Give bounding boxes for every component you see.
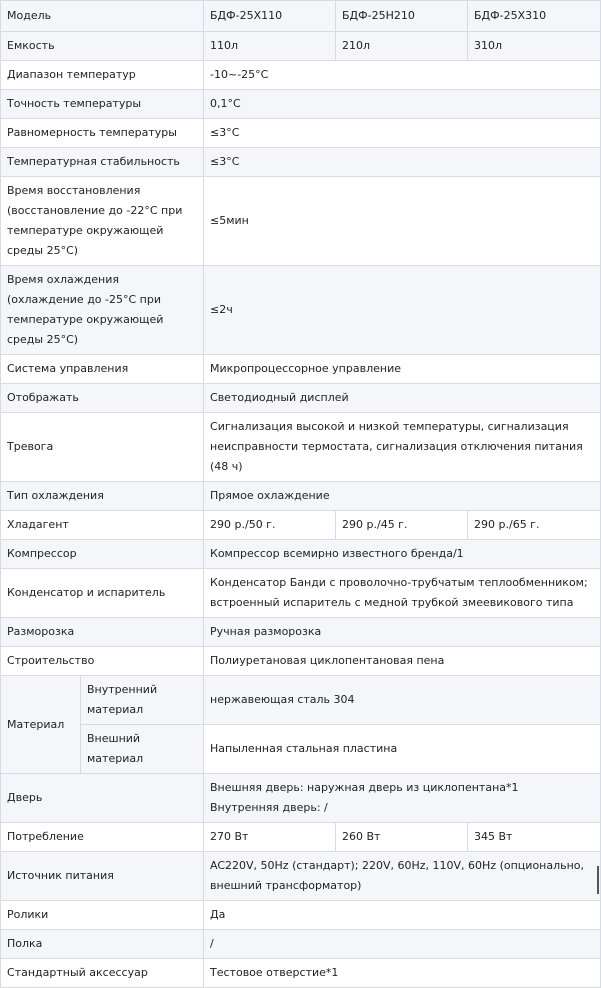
value-accessory: Тестовое отверстие*1 — [204, 959, 601, 988]
value-door-inner: Внутренняя дверь: / — [210, 801, 328, 814]
value-model-1: БДФ-25X110 — [204, 1, 336, 32]
row-casters — [1, 901, 601, 930]
label-shelf: Полка — [1, 930, 204, 959]
value-compressor: Компрессор всемирно известного бренда/1 — [204, 540, 601, 569]
value-power-consumption-3: 345 Вт — [468, 823, 601, 852]
value-cooling-type: Прямое охлаждение — [204, 482, 601, 511]
row-shelf — [1, 930, 601, 959]
row-power-consumption — [1, 823, 601, 852]
label-display: Отображать — [1, 384, 204, 413]
value-power-consumption-1: 270 Вт — [204, 823, 336, 852]
row-material-inner — [1, 676, 601, 725]
row-control — [1, 355, 601, 384]
row-compressor — [1, 540, 601, 569]
label-compressor: Компрессор — [1, 540, 204, 569]
row-accessory — [1, 959, 601, 988]
label-material-inner: Внутренний материал — [81, 676, 204, 725]
value-material-outer: Напыленная стальная пластина — [204, 725, 601, 774]
row-power-supply — [1, 852, 601, 901]
label-construction: Строительство — [1, 647, 204, 676]
label-defrost: Разморозка — [1, 618, 204, 647]
row-door — [1, 774, 601, 823]
value-defrost: Ручная разморозка — [204, 618, 601, 647]
row-cooling-type — [1, 482, 601, 511]
label-cooling-time: Время охлаждения (охлаждение до -25°C при температуре окружающей среды 25°C) — [1, 266, 204, 355]
row-condenser — [1, 569, 601, 618]
label-power-consumption: Потребление — [1, 823, 204, 852]
label-material-outer: Внешний материал — [81, 725, 204, 774]
value-power-consumption-2: 260 Вт — [336, 823, 468, 852]
value-capacity-2: 210л — [336, 32, 468, 61]
value-temp-stability: ≤3°C — [204, 148, 601, 177]
label-capacity: Емкость — [1, 32, 204, 61]
value-capacity-1: 110л — [204, 32, 336, 61]
scrollbar-thumb[interactable] — [597, 866, 599, 894]
value-casters: Да — [204, 901, 601, 930]
value-model-2: БДФ-25H210 — [336, 1, 468, 32]
value-control: Микропроцессорное управление — [204, 355, 601, 384]
label-condenser: Конденсатор и испаритель — [1, 569, 204, 618]
value-temp-accuracy: 0,1°C — [204, 90, 601, 119]
row-temp-uniformity — [1, 119, 601, 148]
value-alarm: Сигнализация высокой и низкой температуры, сигнализация неисправности термостата, сигнализация отключения питания (48 ч) — [204, 413, 601, 482]
label-refrigerant: Хладагент — [1, 511, 204, 540]
label-control: Система управления — [1, 355, 204, 384]
value-cooling-time: ≤2ч — [204, 266, 601, 355]
value-construction: Полиуретановая циклопентановая пена — [204, 647, 601, 676]
label-cooling-type: Тип охлаждения — [1, 482, 204, 511]
value-capacity-3: 310л — [468, 32, 601, 61]
row-temp-range — [1, 61, 601, 90]
label-temp-stability: Температурная стабильность — [1, 148, 204, 177]
row-construction — [1, 647, 601, 676]
value-shelf: / — [204, 930, 601, 959]
value-door-outer: Внешняя дверь: наружная дверь из циклопентана*1 — [210, 781, 519, 794]
value-temp-uniformity: ≤3°C — [204, 119, 601, 148]
value-condenser: Конденсатор Банди с проволочно-трубчатым теплообменником; встроенный испаритель с медной трубкой змеевикового типа — [204, 569, 601, 618]
row-alarm — [1, 413, 601, 482]
row-recovery-time — [1, 177, 601, 266]
label-door: Дверь — [1, 774, 204, 823]
label-material: Материал — [1, 676, 81, 774]
row-capacity — [1, 32, 601, 61]
value-material-inner: нержавеющая сталь 304 — [204, 676, 601, 725]
label-model: Модель — [1, 1, 204, 32]
value-display: Светодиодный дисплей — [204, 384, 601, 413]
row-defrost — [1, 618, 601, 647]
label-temp-accuracy: Точность температуры — [1, 90, 204, 119]
label-temp-uniformity: Равномерность температуры — [1, 119, 204, 148]
label-alarm: Тревога — [1, 413, 204, 482]
value-power-supply: AC220V, 50Hz (стандарт); 220V, 60Hz, 110V, 60Hz (опционально, внешний трансформатор) — [204, 852, 601, 901]
row-material-outer — [1, 725, 601, 774]
value-model-3: БДФ-25X310 — [468, 1, 601, 32]
label-accessory: Стандартный аксессуар — [1, 959, 204, 988]
value-refrigerant-3: 290 р./65 г. — [468, 511, 601, 540]
label-power-supply: Источник питания — [1, 852, 204, 901]
value-recovery-time: ≤5мин — [204, 177, 601, 266]
row-temp-stability — [1, 148, 601, 177]
value-refrigerant-1: 290 р./50 г. — [204, 511, 336, 540]
row-refrigerant — [1, 511, 601, 540]
value-temp-range: -10~-25°C — [204, 61, 601, 90]
label-temp-range: Диапазон температур — [1, 61, 204, 90]
label-recovery-time: Время восстановления (восстановление до -22°C при температуре окружающей среды 25°C) — [1, 177, 204, 266]
row-model — [1, 1, 601, 32]
value-door — [204, 774, 601, 823]
row-cooling-time — [1, 266, 601, 355]
value-refrigerant-2: 290 р./45 г. — [336, 511, 468, 540]
row-temp-accuracy — [1, 90, 601, 119]
row-display — [1, 384, 601, 413]
label-casters: Ролики — [1, 901, 204, 930]
